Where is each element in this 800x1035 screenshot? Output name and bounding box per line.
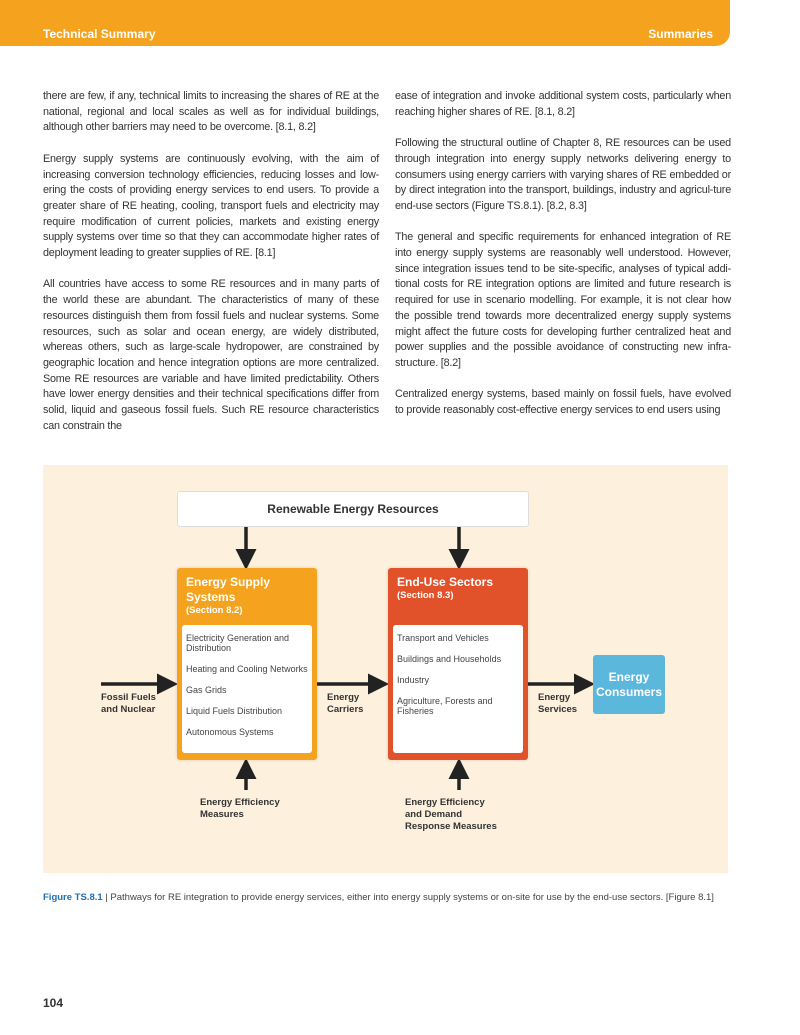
supply-item: Heating and Cooling Networks [186,664,308,674]
paragraph: Centralized energy systems, based mainly on fossil fuels, have evolved to provide reasonably cost-effective energy services to end users using [395,388,731,417]
carriers-label: Energy Carriers [327,692,364,715]
enduse-title: End-Use Sectors [397,575,494,589]
supply-item: Autonomous Systems [186,727,274,737]
supply-section: (Section 8.2) [186,605,243,616]
header-bar [0,0,730,46]
efficiency-label-2: Energy Efficiency and Demand Response Measures [405,797,497,832]
left-column [43,89,379,450]
page-number: 104 [43,996,64,1010]
efficiency-label-1: Energy Efficiency Measures [200,797,280,820]
enduse-item: Agriculture, Forests and Fisheries [397,696,493,716]
supply-item: Electricity Generation and Distribution [186,633,290,653]
paragraph: Following the structural outline of Chapter 8, RE resources can be used through integration into energy supply networks delivering energy to consumers using energy carriers with varying shares of RE embedded or by direct integration into the transport, buildings, industry and agricul-ture end-use sectors (Figure TS.8.1). [8.2, 8.3] [395,137,731,212]
energy-supply-box [177,568,317,760]
figure-diagram [43,465,728,873]
enduse-item: Transport and Vehicles [397,633,489,643]
supply-item: Gas Grids [186,685,227,695]
caption-text: | Pathways for RE integration to provide energy services, either into energy supply systems or on-site for use by the end-use sectors. [Figure 8.1] [102,892,714,903]
paragraph: ease of integration and invoke additional system costs, particularly when reaching higher shares of RE. [8.1, 8.2] [395,90,731,118]
right-column [395,89,731,434]
paragraph: The general and specific requirements for enhanced integration of RE into energy supply systems are reasonably well understood. However, since integration issues tend to be site-specific, analyses of typical addi-tional costs for RE integration options are limited and future research is required for use in scenario modelling. For example, it is not clear how the possible trend towards more decentralized energy supply systems might affect the future costs for developing further centralized heat and power supplies and the possible avoidance of constructing new infra-structure. [8.2] [395,231,731,369]
figure-caption [43,892,714,903]
renewable-resources-box: Renewable Energy Resources [177,491,529,527]
paragraph: All countries have access to some RE resources and in many parts of the world these are abundant. The characteristics of many of these resources distinguish them from fossil fuels and nuclear systems. Some resources, such as solar and ocean energy, are widely distributed, whereas others, such as large-scale hydropower, are constrained by geographic location and hence integration options are more centralized. Some RE resources are variable and have limited predictability. Others have lower energy densities and their technical specifications differ from solid, liquid and gaseous fossil fuels. Such RE resource characteristics can constrain the [43,278,379,432]
header-summaries: Summaries [648,27,713,41]
caption-label: Figure TS.8.1 [43,892,103,903]
paragraph: Energy supply systems are continuously evolving, with the aim of increasing conversion technology efficiencies, reducing losses and low-ering the costs of providing energy services to end users. To provide a greater share of RE heating, cooling, transport fuels and electricity may require modification of current policies, markets and existing energy supply systems over time so that they can accommodate higher rates of deployment leading to greater supplies of RE. [8.1] [43,152,379,260]
supply-item: Liquid Fuels Distribution [186,706,283,716]
fossil-label: Fossil Fuels and Nuclear [101,692,156,715]
enduse-item: Buildings and Households [397,654,502,664]
energy-consumers-box: Energy Consumers [593,655,665,714]
enduse-section: (Section 8.3) [397,590,454,601]
header-section: Technical Summary [43,27,156,41]
enduse-item: Industry [397,675,430,685]
services-label: Energy Services [538,692,578,715]
end-use-box [388,568,528,760]
paragraph: there are few, if any, technical limits to increasing the shares of RE at the national, regional and local scales as well as for individual buildings, although other barriers may need to be overcome. [8.1, 8.2] [43,90,379,134]
supply-title: Energy Supply Systems [186,575,271,604]
